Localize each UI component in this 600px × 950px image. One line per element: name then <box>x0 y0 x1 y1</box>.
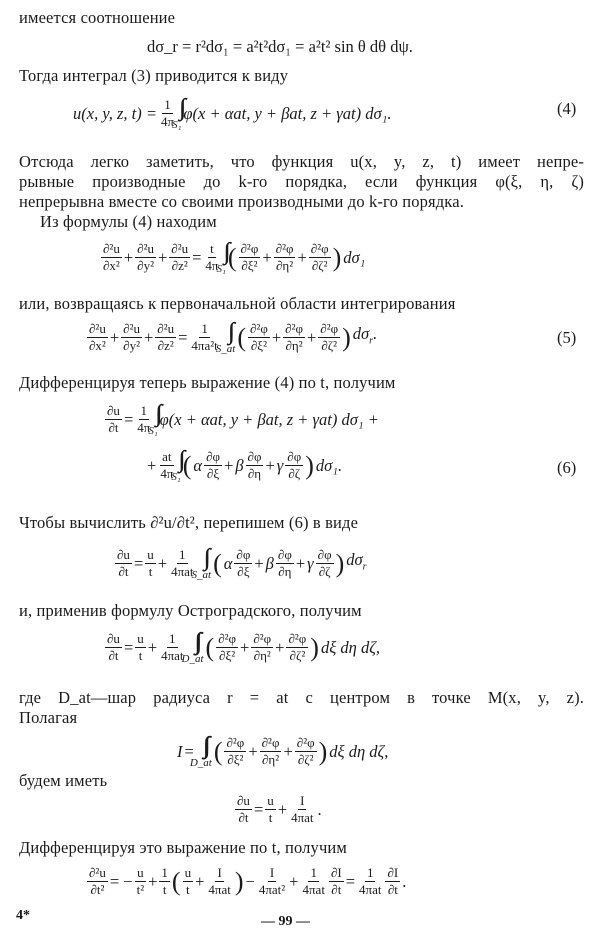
integrand: φ(x + αat, y + βat, z + γat) dσ₁. <box>183 103 392 123</box>
equation-number: (6) <box>557 458 577 477</box>
math-term: u <box>137 631 144 646</box>
math-term: ∂u <box>237 793 250 808</box>
math-term: ∂η <box>278 564 292 579</box>
math-term: t² <box>136 882 145 897</box>
math-term: ∂²φ <box>296 735 315 750</box>
math-term: ∂η² <box>275 258 294 273</box>
math-term: ∂ζ² <box>297 752 314 767</box>
math-term: S₁ <box>172 119 182 131</box>
math-term: 4πat <box>302 882 325 897</box>
math-term: at <box>162 449 172 464</box>
math-term: ∂²φ <box>253 631 272 646</box>
math-term: ∂²φ <box>240 241 259 256</box>
text-line: Отсюда легко заметить, что функция u(x, y, z, t) имеет непре- <box>19 152 584 171</box>
math-term: ∂y² <box>137 258 154 273</box>
math-term: ∂t <box>387 882 398 897</box>
math-term: t <box>186 882 190 897</box>
math-term: 1 <box>161 865 168 880</box>
text-line: Полагая <box>19 708 78 727</box>
math-term: ∂η² <box>253 648 271 663</box>
math-term: ∂²φ <box>226 735 245 750</box>
surface-integral: ∫∫ S₁ <box>172 95 182 131</box>
math-term: ∂t <box>108 648 119 663</box>
equation-second-derivative: $\frac{\text{∂²u}}{\text{∂t²}}$ = − $\frac{u}{\text{t²}}$ + $\frac{1}{t}$ ( u t + I 4πat ) − I 4πat² + 1 4πat $\frac{\partial I}{\partial t}$ = 1 4πat ∂I ∂t . <box>89 865 407 897</box>
math-term: 1 <box>201 321 208 336</box>
math-term: ∂ξ <box>237 564 250 579</box>
math-term: ∂²φ <box>261 735 280 750</box>
math-term: S_at <box>215 343 236 355</box>
math-term: u <box>184 865 192 880</box>
math-term: ∂u <box>107 403 120 418</box>
math-term: 1 <box>366 865 374 880</box>
math-term: S₁ <box>216 263 226 275</box>
math-term: ∂y² <box>123 338 140 353</box>
math-term: 4π <box>137 420 151 435</box>
equation-rewrite: $\frac{\partial u}{\partial t}$ = $\frac{u}{t}$ + 1 4πat ∫∫ S_at ( α ∂φ ∂ξ + β ∂φ ∂η + γ ∂φ ∂ζ ) $d\sigma_r$ <box>117 545 367 581</box>
text-line: Чтобы вычислить ∂²u/∂t², перепишем (6) в виде <box>19 513 359 532</box>
text-line: Из формулы (4) находим <box>40 212 217 231</box>
math-term: ∂ζ <box>288 466 301 481</box>
equation-number: (5) <box>557 328 577 347</box>
math-term: ∂z² <box>171 258 188 273</box>
math-term: ∂η² <box>285 338 303 353</box>
equation-ostrogradsky: $\frac{\partial u}{\partial t}$ = $\frac{u}{t}$ + 1 4πat ∫∫∫ D_at ( ∂²φ ∂ξ² + $\frac{\text{∂²φ}}{\text{∂η²}}$ + $\frac{\text{∂²φ}}{\text{∂ζ²}}$ ) dξ dη dζ, <box>107 629 381 665</box>
math-term: ∂ξ <box>206 466 220 481</box>
math-term: ∂²u <box>89 321 106 336</box>
math-term: 4πa²t <box>191 338 218 353</box>
math-term: D_at <box>181 653 204 665</box>
math-term: ∂u <box>117 547 130 562</box>
math-term: ∂ξ² <box>219 648 236 663</box>
math-term: ∂²u <box>89 865 106 880</box>
math-term: ∂t² <box>90 882 105 897</box>
math-term: ∂²φ <box>218 631 237 646</box>
math-term: 4π <box>161 114 175 129</box>
math-term: ∂t <box>238 810 249 825</box>
math-term: ∂ξ² <box>227 752 244 767</box>
text-line: и, применив формулу Остроградского, получим <box>19 601 362 620</box>
equation-6-line-2: + $\frac{at}{4\pi}$ ∫∫ S₁ ( α ∂φ ∂ξ + β ∂φ ∂η + γ ∂φ ∂ζ ) dσ₁. <box>147 447 343 483</box>
math-term: ∂φ <box>247 449 262 464</box>
math-term: ∂ξ² <box>250 338 267 353</box>
math-term: ∂ζ² <box>321 338 338 353</box>
math-term: ∂η² <box>261 752 280 767</box>
text-line: где D_at—шар радиуса r = at с центром в точке M(x, y, z). <box>19 688 584 707</box>
signature-mark: 4* <box>16 908 30 923</box>
math-term: u <box>267 793 274 808</box>
math-term: ∂φ <box>236 547 251 562</box>
math-term: ∂φ <box>317 547 332 562</box>
equation-area-element <box>146 36 414 58</box>
equation-du-dt: $\frac{\partial u}{\partial t}$ = $\frac{u}{t}$ + I 4πat . <box>237 793 322 825</box>
math-term: ∂²u <box>157 321 175 336</box>
math-term: 1 <box>179 547 186 562</box>
math-term: 4πat <box>161 648 184 663</box>
math-term: ∂t <box>118 564 129 579</box>
math-term: t <box>268 810 273 825</box>
math-term: ∂x² <box>89 338 106 353</box>
math-term: ∂²φ <box>288 631 307 646</box>
math-term: ∂²φ <box>310 241 329 256</box>
math-term: 4πat <box>208 882 231 897</box>
equation-text: dσ_r = r²dσ₁ = a²t²dσ₁ = a²t² sin θ dθ dψ. <box>147 37 413 56</box>
math-term: ∂x² <box>103 258 120 273</box>
math-term: 1 <box>169 631 176 646</box>
math-term: I <box>217 865 222 880</box>
equation-6-line-1: $\frac{\partial u}{\partial t}$ = $\frac{1}{4\pi}$ ∫∫ S₁ φ(x + αat, y + βat, z + γat) dσ₁ + <box>107 401 379 437</box>
math-term: ∂z² <box>157 338 174 353</box>
math-term: φ(x + αat, y + βat, z + γat) dσ₁ + <box>159 409 379 429</box>
math-term: ∂ζ² <box>311 258 328 273</box>
equation-5: ∂²u ∂x² + $\frac{\text{∂²u}}{\text{∂y²}}$ + $\frac{\text{∂²u}}{\text{∂z²}}$ = $\frac{1}{\text{4πa²t}}$ ∫∫ S_at ( ∂²φ ∂ξ² + $\frac{\text{∂²φ}}{\text{∂η²}}$ + $\frac{\text{∂²φ}}{\text{∂ζ²}}$ ) $d\sigma_r$. <box>89 319 378 355</box>
math-term: ∂²u <box>137 241 154 256</box>
math-term: 1 <box>164 97 171 112</box>
math-term: t <box>162 882 167 897</box>
math-term: ∂t <box>108 420 119 435</box>
math-term: 1 <box>310 865 317 880</box>
math-term: S₁ <box>148 425 158 437</box>
math-term: ∂ζ² <box>289 648 306 663</box>
math-term: ∂η <box>247 466 262 481</box>
math-term: t <box>138 648 143 663</box>
math-term: 1 <box>140 403 148 418</box>
math-term: ∂φ <box>287 449 302 464</box>
math-term: I <box>269 865 275 880</box>
text-line: непрерывна вместе со своими производными до k-го порядка. <box>19 192 464 211</box>
math-term: ∂ξ² <box>241 258 258 273</box>
math-term: ∂²u <box>171 241 189 256</box>
text-line: или, возвращаясь к первоначальной области интегрирования <box>19 294 456 313</box>
math-term: S₁ <box>171 471 181 483</box>
math-term: ∂²φ <box>285 321 303 336</box>
math-term: ∂²φ <box>275 241 294 256</box>
math-term: ∂²φ <box>320 321 339 336</box>
math-term: 4πat² <box>258 882 286 897</box>
page-number: — 99 — <box>261 914 310 929</box>
math-term: S_at <box>191 569 212 581</box>
math-term: ∂I <box>330 865 342 880</box>
math-term: 4πat <box>291 810 314 825</box>
equation-number: (4) <box>557 99 577 118</box>
text-line: Дифференцируя теперь выражение (4) по t, получим <box>19 373 396 392</box>
math-term: t <box>148 564 153 579</box>
math-term: u <box>147 547 154 562</box>
math-term: ∂φ <box>277 547 292 562</box>
math-term: t <box>210 241 214 256</box>
math-term: ∂ζ <box>318 564 331 579</box>
math-term: D_at <box>189 757 212 769</box>
text-line: Тогда интеграл (3) приводится к виду <box>19 66 289 85</box>
math-term: u <box>137 865 144 880</box>
text-line: рывные производные до k-го порядка, если функция φ(ξ, η, ζ) <box>19 172 584 191</box>
math-term: ∂φ <box>206 449 220 464</box>
math-term: ∂²φ <box>250 321 268 336</box>
math-term: 4πat <box>171 564 194 579</box>
math-term: ∂²u <box>103 241 120 256</box>
math-term: ∂I <box>387 865 399 880</box>
text-line: имеется соотношение <box>19 8 176 27</box>
math-term: 4π <box>160 466 174 481</box>
laplacian-equation: ∂²u ∂x² + $\frac{\text{∂²u}}{\text{∂y²}}$ + $\frac{\text{∂²u}}{\text{∂z²}}$ = $\frac{t}{4\pi}$ ∫∫ S₁ ( ∂²φ ∂ξ² + $\frac{\text{∂²φ}}{\text{∂η²}}$ + $\frac{\text{∂²φ}}{\text{∂ζ²}}$ ) dσ₁ <box>103 239 366 275</box>
equation-4 <box>72 96 393 131</box>
math-term: ∂²u <box>123 321 140 336</box>
math-term: 4πat <box>359 882 382 897</box>
text-line: будем иметь <box>19 771 108 790</box>
math-term: ∂u <box>107 631 120 646</box>
equation-lhs: u(x, y, z, t) = <box>73 103 157 123</box>
equation-I-definition: I = ∫∫∫ D_at ( ∂²φ ∂ξ² + $\frac{\text{∂²φ}}{\text{∂η²}}$ + $\frac{\text{∂²φ}}{\text{∂ζ²}}$ ) dξ dη dζ, <box>177 733 389 769</box>
math-term: 4π <box>205 258 219 273</box>
math-term: I <box>300 793 305 808</box>
math-term: ∂t <box>331 882 342 897</box>
math-term: I <box>177 741 183 761</box>
text-line: Дифференцируя это выражение по t, получим <box>19 838 347 857</box>
